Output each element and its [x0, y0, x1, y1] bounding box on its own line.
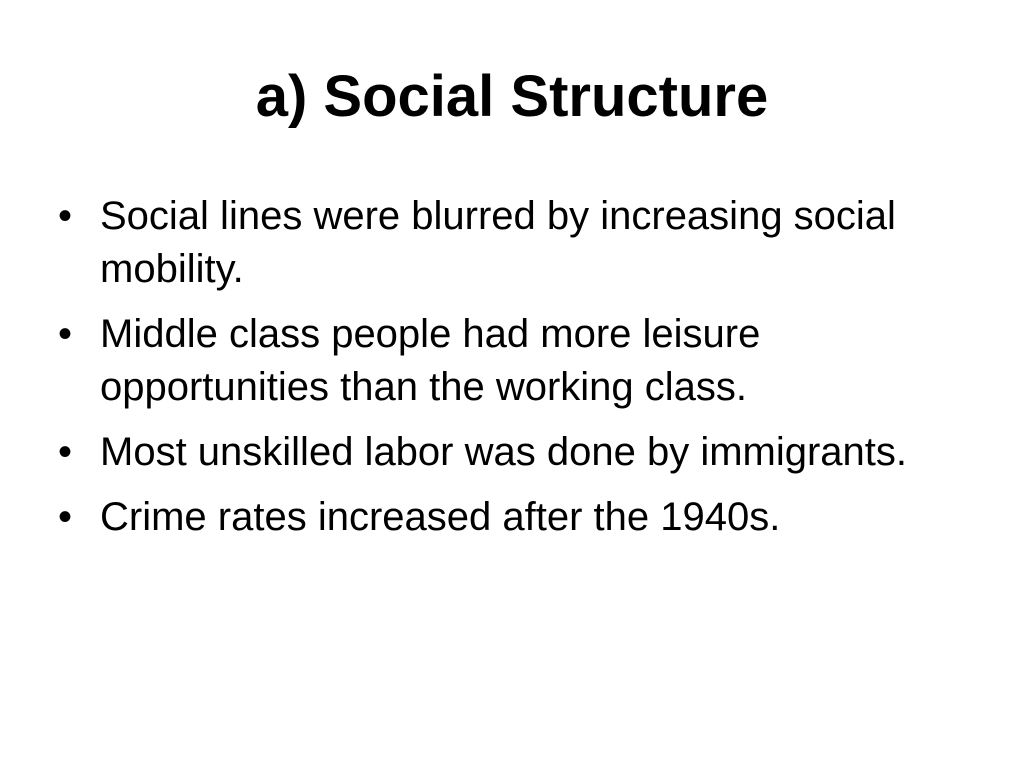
- bullet-item: [58, 308, 918, 414]
- bullet-item: [58, 491, 918, 544]
- bullet-item: [58, 426, 918, 479]
- bullet-icon: •: [58, 495, 73, 539]
- bullet-icon: •: [58, 430, 73, 474]
- bullet-list: [58, 190, 918, 556]
- bullet-text: Crime rates increased after the 1940s.: [100, 495, 781, 539]
- bullet-text: Middle class people had more leisure opportunities than the working class.: [100, 312, 761, 409]
- bullet-text: Most unskilled labor was done by immigrants.: [100, 430, 908, 474]
- bullet-icon: •: [58, 312, 73, 356]
- slide-title: a) Social Structure: [255, 64, 769, 129]
- bullet-item: [58, 190, 918, 296]
- bullet-icon: •: [58, 194, 73, 238]
- bullet-text: Social lines were blurred by increasing social mobility.: [100, 194, 896, 291]
